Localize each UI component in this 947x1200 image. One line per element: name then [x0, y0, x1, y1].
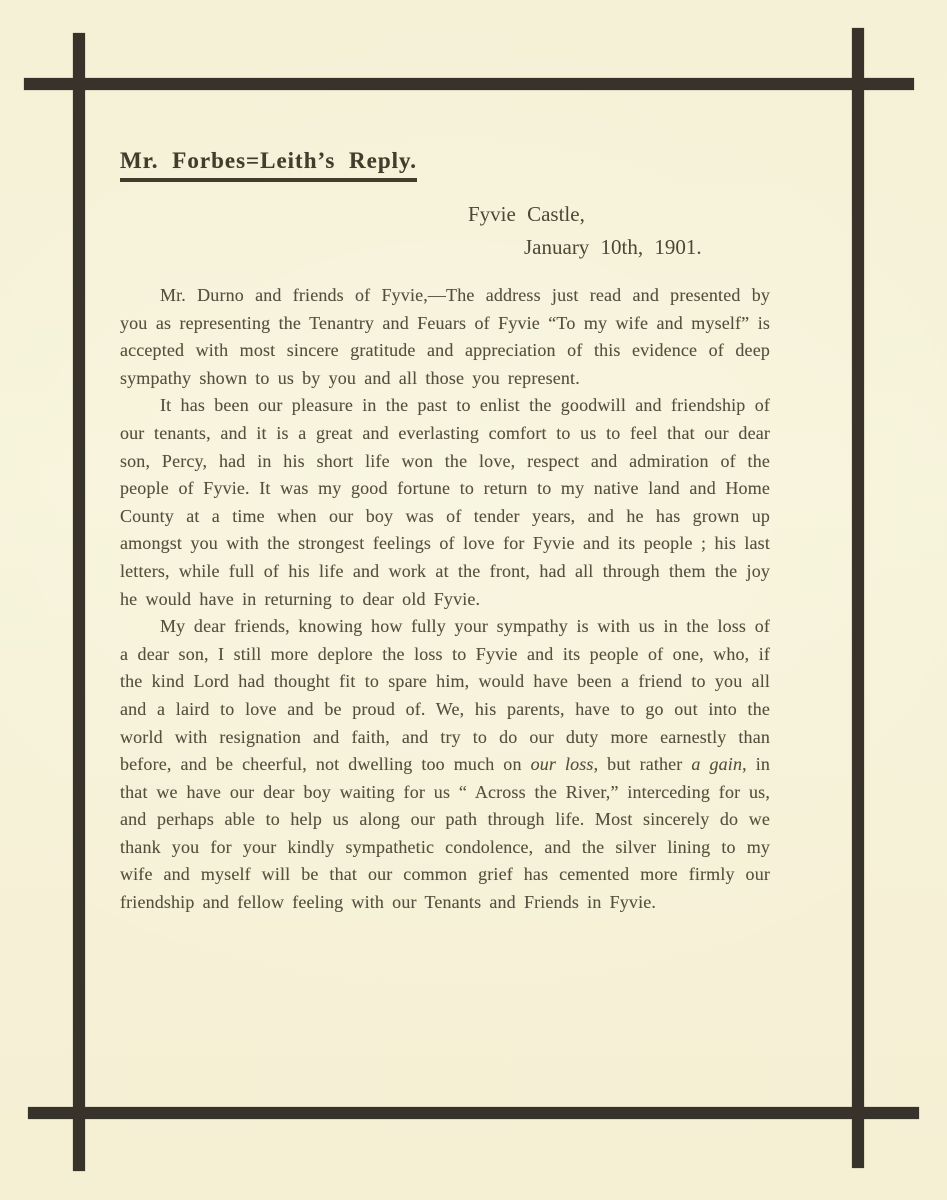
frame-rule-left	[73, 33, 85, 1171]
paragraph-segment: , but rather	[593, 754, 692, 775]
paragraph-segment: My dear friends, knowing how fully your sympathy is with us in the loss of a dear son, I still more deplore the loss to Fyvie and its people of one, who, if the kind Lord had thought fit to spare him, would have been a friend to you all and a laird to love and be proud of. We, his parents, have to go out into the world with resignation and faith, and try to do our duty more earnestly than before, and be cheerful, not dwelling too much on	[120, 616, 770, 775]
frame-rule-bottom	[28, 1107, 919, 1119]
frame-rule-top	[24, 78, 914, 90]
letter-paragraph-1: Mr. Durno and friends of Fyvie,—The address just read and presented by you as representing the Tenantry and Feuars of Fyvie “To my wife and myself” is accepted with most sincere gratitude and appreciation of this evidence of deep sympathy shown to us by you and all those you represent.	[120, 285, 770, 388]
letter-body	[120, 282, 770, 917]
letter-title: Mr. Forbes=Leith’s Reply.	[120, 148, 417, 182]
letter-paragraph-2: It has been our pleasure in the past to enlist the goodwill and friendship of our tenants, and it is a great and everlasting comfort to us to feel that our dear son, Percy, had in his short life won the love, respect and admiration of the people of Fyvie. It was my good fortune to return to my native land and Home County at a time when our boy was of tender years, and he has grown up amongst you with the strongest feelings of love for Fyvie and its people ; his last letters, while full of his life and work at the front, had all through them the joy he would have in returning to dear old Fyvie.	[120, 395, 770, 609]
letter-place: Fyvie Castle,	[468, 202, 585, 226]
italic-phrase-our-loss: our loss	[530, 754, 594, 775]
letter-paragraph-3	[120, 613, 770, 917]
frame-rule-right	[852, 28, 864, 1168]
italic-phrase-a-gain: a gain	[691, 754, 743, 775]
letter-date: January 10th, 1901.	[524, 235, 702, 259]
paragraph-segment: , in that we have our dear boy waiting for us “ Across the River,” interceding for us, and perhaps able to help us along our path through life. Most sincerely do we thank you for your kindly sympathetic condolence, and the silver lining to my wife and myself will be that our common grief has cemented more firmly our friendship and fellow feeling with our Tenants and Friends in Fyvie.	[120, 754, 770, 913]
letter-content	[120, 148, 770, 917]
